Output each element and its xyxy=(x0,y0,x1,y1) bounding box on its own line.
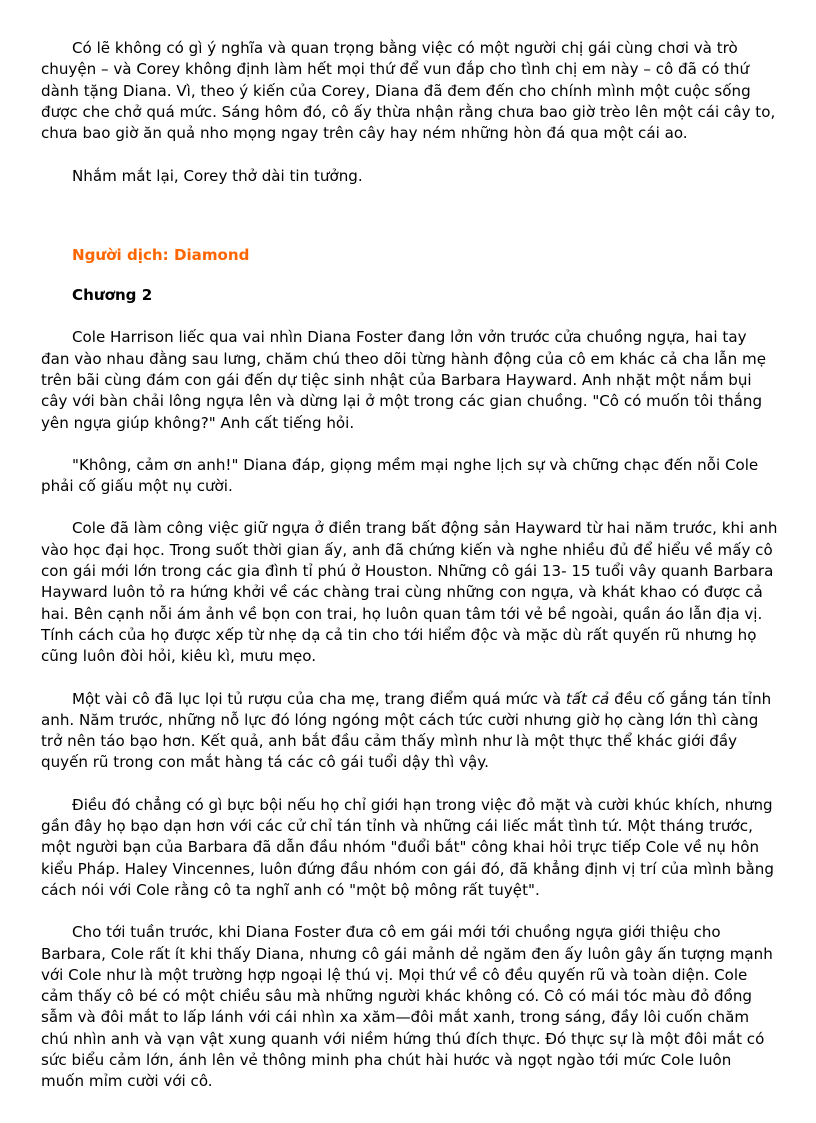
paragraph-cole-harrison: Cole Harrison liếc qua vai nhìn Diana Foster đang lởn vởn trước cửa chuồng ngựa, hai tay đan vào nhau đằng sau lưng, chăm chú theo dõi từng hành động của cô em khác cả cha lẫn mẹ trên bãi cùng đám con gái đến dự tiệc sinh nhật của Barbara Hayward. Anh nhặt một nắm bụi cây với bàn chải lông ngựa lên và dừng lại ở một trong các gian chuồng. "Cô có muốn tôi thắng yên ngựa giúp không?" Anh cất tiếng hỏi. xyxy=(41,328,767,432)
paragraph-girls-flirt-end: đều cố gắng tán tỉnh anh. Năm trước, những nỗ lực đó lóng ngóng một cách tức cười nhưng giờ họ càng lớn thì càng trở nên táo bạo hơn. Kết quả, anh bắt đầu cảm thấy mình như là một thực thể khác giới đầy quyến rũ trong con mắt hàng tá các cô gái tuổi dậy thì vậy. xyxy=(41,689,772,772)
paragraph-girls-flirt-emphasis: tất cả xyxy=(565,689,610,708)
paragraph-diana-reply: "Không, cảm ơn anh!" Diana đáp, giọng mềm mại nghe lịch sự và chững chạc đến nỗi Cole phải cố giấu một nụ cười. xyxy=(41,455,759,496)
chapter-heading: Chương 2 xyxy=(72,286,153,305)
paragraph-haley: Điều đó chẳng có gì bực bội nếu họ chỉ giới hạn trong việc đỏ mặt và cười khúc khích, nhưng gần đây họ bạo dạn hơn với các cử chỉ tán tỉnh và những cái liếc mắt tình tứ. Một tháng trước, một người bạn của Barbara đã dẫn đầu nhóm "đuổi bắt" công khai hỏi trực tiếp Cole về nụ hôn kiểu Pháp. Haley Vincennes, luôn đứng đầu nhóm con gái đó, đã khẳng định vị trí của mình bằng cách nói với Cole rằng cô ta nghĩ anh có "một bộ mông rất tuyệt". xyxy=(41,795,774,899)
paragraph-girls-flirt xyxy=(41,689,779,774)
paragraph-diana-eyes: Cho tới tuần trước, khi Diana Foster đưa cô em gái mới tới chuồng ngựa giới thiệu cho Barbara, Cole rất ít khi thấy Diana, nhưng cô gái mảnh dẻ ngăm đen ấy luôn gây ấn tượng mạnh với Cole như là một trường hợp ngoại lệ thú vị. Mọi thứ về cô đều quyến rũ và toàn diện. Cole cảm thấy cô bé có một chiều sâu mà những người khác không có. Cô có mái tóc màu đỏ đồng sẫm và đôi mắt to lấp lánh với cái nhìn xa xăm—đôi mắt xanh, trong sáng, đầy lôi cuốn chăm chú nhìn anh và vạn vật xung quanh với niềm hứng thú đích thực. Đó thực sự là một đôi mắt có sức biểu cảm lớn, ánh lên vẻ thông minh pha chút hài hước và ngọt ngào tới mức Cole luôn muốn mỉm cười với cô. xyxy=(41,923,773,1091)
paragraph-corey-sister: Có lẽ không có gì ý nghĩa và quan trọng bằng việc có một người chị gái cùng chơi và trò chuyện – và Corey không định làm hết mọi thứ để vun đắp cho tình chị em này – cô đã có thứ dành tặng Diana. Vì, theo ý kiến của Corey, Diana đã đem đến cho chính mình một cuộc sống được che chở quá mức. Sáng hôm đó, cô ấy thừa nhận rằng chưa bao giờ trèo lên một cái cây to, chưa bao giờ ăn quả nho mọng ngay trên cây hay ném những hòn đá qua một cái ao. xyxy=(41,39,776,143)
paragraph-girls-flirt-start: Một vài cô đã lục lọi tủ rượu của cha mẹ, trang điểm quá mức và xyxy=(72,689,566,708)
paragraph-cole-job: Cole đã làm công việc giữ ngựa ở điền trang bất động sản Hayward từ hai năm trước, khi anh vào học đại học. Trong suốt thời gian ấy, anh đã chứng kiến và nghe nhiều đủ để hiểu về mấy cô con gái mới lớn trong các gia đình tỉ phú ở Houston. Những cô gái 13- 15 tuổi vây quanh Barbara Hayward luôn tỏ ra hứng khởi về các chàng trai cùng những con ngựa, và khát khao có được cả hai. Bên cạnh nỗi ám ảnh về bọn con trai, họ luôn quan tâm tới vẻ bề ngoài, quần áo lẫn địa vị. Tính cách của họ được xếp từ nhẹ dạ cả tin cho tới hiểm độc và mặc dù rất quyến rũ nhưng họ cũng luôn đòi hỏi, kiêu kì, mưu mẹo. xyxy=(41,519,778,666)
document-page xyxy=(41,38,779,1093)
paragraph-corey-sigh: Nhắm mắt lại, Corey thở dài tin tưởng. xyxy=(72,167,363,186)
translator-credit: Người dịch: Diamond xyxy=(72,245,250,264)
